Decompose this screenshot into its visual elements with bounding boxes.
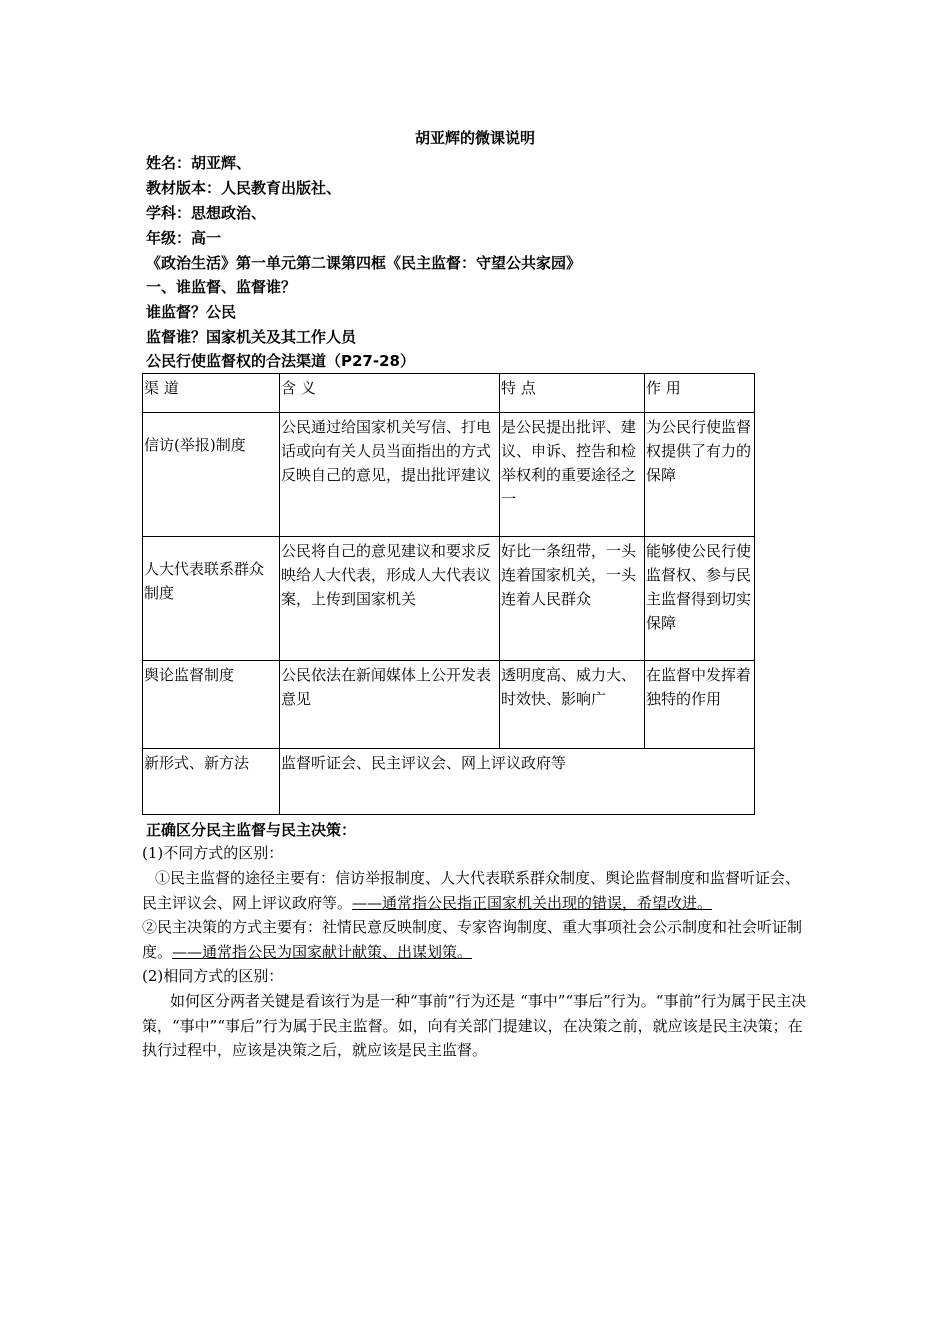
distinction-paragraph: 如何区分两者关键是看该行为是一种“事前”行为还是 “事中”“事后”行为。“事前”行为属于民主决策，“事中”“事后”行为属于民主监督。如，向有关部门提建议，在决策之前，就应该是民主决策；在执行过程中，应该是决策之后，就应该是民主监督。 xyxy=(142,992,807,1059)
supervise-whom: 监督谁？国家机关及其工作人员 xyxy=(146,328,357,346)
cell-feature: 好比一条纽带，一头连着国家机关，一头连着人民群众 xyxy=(500,537,645,661)
cell-meaning: 公民将自己的意见建议和要求反映给人大代表，形成人大代表议案，上传到国家机关 xyxy=(280,537,500,661)
decision-methods-text: ②民主决策的方式主要有：社情民意反映制度、专家咨询制度、重大事项社会公示制度和社会听证制度。 xyxy=(142,918,803,961)
cell-channel: 人大代表联系群众制度 xyxy=(143,537,280,661)
grade: 年级：高一 xyxy=(146,229,222,247)
lesson-title: 《政治生活》第一单元第二课第四框《民主监督：守望公共家园》 xyxy=(146,254,582,272)
cell-role: 为公民行使监督权提供了有力的保障 xyxy=(645,413,755,537)
cell-feature: 透明度高、威力大、时效快、影响广 xyxy=(500,661,645,749)
subject: 学科：思想政治、 xyxy=(146,204,267,222)
author-name: 姓名：胡亚辉、 xyxy=(146,154,252,172)
cell-meaning: 公民依法在新闻媒体上公开发表意见 xyxy=(280,661,500,749)
channels-table xyxy=(142,373,755,815)
cell-role: 能够使公民行使监督权、参与民主监督得到切实保障 xyxy=(645,537,755,661)
textbook-edition: 教材版本：人民教育出版社、 xyxy=(146,179,342,197)
cell-new-methods: 监督听证会、民主评议会、网上评议政府等 xyxy=(280,749,755,815)
supervision-channels-text: ①民主监督的途径主要有：信访举报制度、人大代表联系群众制度、舆论监督制度和监督听证会、民主评议会、网上评议政府等。 xyxy=(142,869,801,912)
decision-note: ——通常指公民为国家献计献策、出谋划策。 xyxy=(172,942,473,961)
diff-heading: (1)不同方式的区别： xyxy=(142,844,284,862)
header-meaning: 含 义 xyxy=(280,374,500,413)
table-row xyxy=(143,749,755,815)
same-heading: (2)相同方式的区别： xyxy=(142,967,284,985)
cell-channel: 新形式、新方法 xyxy=(143,749,280,815)
cell-role: 在监督中发挥着独特的作用 xyxy=(645,661,755,749)
table-row xyxy=(143,537,755,661)
header-channel: 渠 道 xyxy=(143,374,280,413)
section-heading-1: 一、谁监督、监督谁？ xyxy=(146,278,297,296)
table-header-row xyxy=(143,374,755,413)
decision-paragraph xyxy=(142,915,814,964)
supervision-paragraph xyxy=(142,866,814,915)
who-supervises: 谁监督？公民 xyxy=(146,303,237,321)
header-role: 作 用 xyxy=(645,374,755,413)
cell-channel: 舆论监督制度 xyxy=(143,661,280,749)
table-row xyxy=(143,413,755,537)
header-feature: 特 点 xyxy=(500,374,645,413)
supervision-note: ——通常指公民指正国家机关出现的错误，希望改进。 xyxy=(352,893,713,912)
cell-channel: 信访(举报)制度 xyxy=(143,413,280,537)
section-heading-2: 正确区分民主监督与民主决策： xyxy=(146,821,357,839)
cell-meaning: 公民通过给国家机关写信、打电话或向有关人员当面指出的方式反映自己的意见，提出批评建议 xyxy=(280,413,500,537)
page-title: 胡亚辉的微课说明 xyxy=(414,129,535,147)
channels-heading: 公民行使监督权的合法渠道（P27-28） xyxy=(146,352,415,370)
table-row xyxy=(143,661,755,749)
cell-feature: 是公民提出批评、建议、申诉、控告和检举权利的重要途径之一 xyxy=(500,413,645,537)
